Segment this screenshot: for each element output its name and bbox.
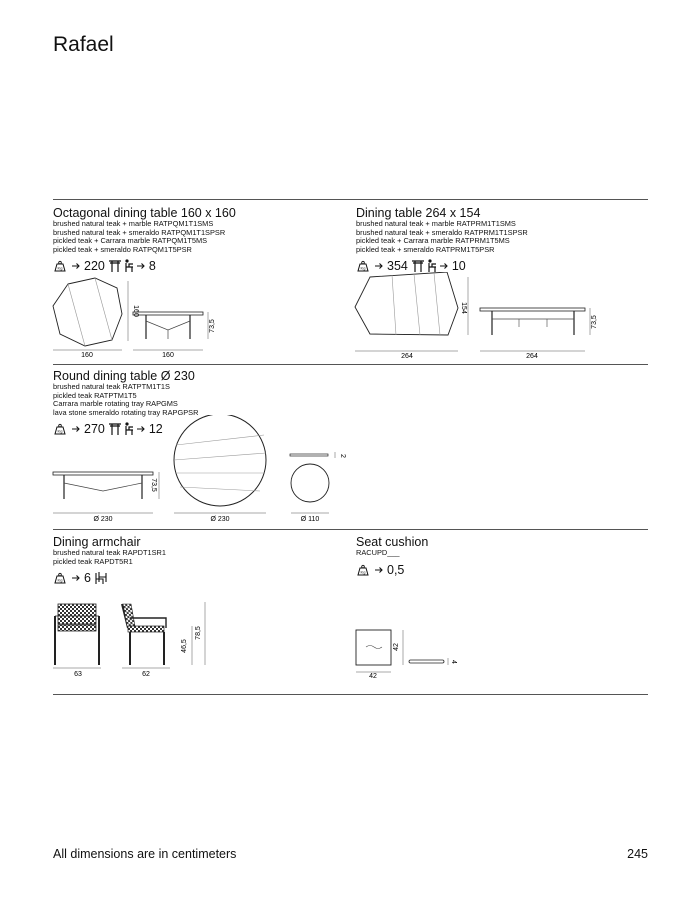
weight-icon — [356, 564, 370, 576]
arrow-icon — [136, 262, 146, 270]
product-code: pickled teak + Carrara marble RATPRM1T5MS — [356, 236, 510, 246]
product-name: Octagonal dining table 160 x 160 — [53, 206, 236, 220]
armchair-block — [53, 535, 166, 586]
product-code: brushed natural teak + smeraldo RATPQM1T1SPSR — [53, 227, 226, 237]
product-code: Carrara marble rotating tray RAPGMS — [53, 399, 178, 409]
product-code: brushed natural teak RATPTM1T1S — [53, 382, 170, 391]
page-number: 245 — [627, 847, 648, 861]
section-divider — [347, 199, 648, 200]
section-divider — [53, 529, 648, 530]
product-code: pickled teak + smeraldo RATPRM1T5PSR — [356, 244, 495, 254]
product-code: pickled teak + Carrara marble RATPQM1T5MS — [53, 236, 208, 246]
dim-label: 46,5 — [181, 639, 188, 653]
arrow-icon — [439, 262, 449, 270]
dim-label: 78,5 — [195, 626, 202, 640]
dim-label: 42 — [393, 643, 400, 651]
dim-label: Ø 230 — [93, 516, 113, 523]
dim-label: 264 — [401, 353, 413, 360]
arrow-icon — [71, 262, 81, 270]
product-name: Round dining table Ø 230 — [53, 369, 195, 383]
dim-label: 42 — [369, 673, 377, 680]
cushion-drawing — [352, 626, 462, 680]
seats-value: 8 — [148, 259, 156, 274]
rect-table-drawing — [352, 272, 607, 361]
cushion-block — [356, 535, 428, 578]
product-name: Dining armchair — [53, 535, 141, 549]
seats-value: 12 — [148, 422, 163, 437]
dim-label: 264 — [526, 353, 538, 360]
product-code: brushed natural teak + smeraldo RATPRM1T1SPSR — [356, 227, 528, 237]
footer-note: All dimensions are in centimeters — [53, 847, 237, 861]
weight-value: 270 — [84, 422, 105, 437]
dim-label: 154 — [460, 302, 467, 314]
dim-label: 2 — [339, 454, 346, 458]
armchair-drawing — [50, 598, 220, 680]
product-code: pickled teak RATPTM1T5 — [53, 390, 137, 400]
product-code: lava stone smeraldo rotating tray RAPGPSR — [53, 407, 199, 417]
dim-label: 63 — [74, 671, 82, 678]
dim-label: Ø 230 — [210, 516, 230, 523]
octagonal-table-drawing — [50, 276, 220, 361]
product-name: Dining table 264 x 154 — [356, 206, 481, 220]
product-code: brushed natural teak + marble RATPRM1T1SMS — [356, 219, 516, 228]
weight-value: 354 — [387, 259, 408, 274]
dim-label: Ø 110 — [300, 516, 320, 523]
weight-value: 220 — [84, 259, 105, 274]
dim-label: 62 — [142, 671, 150, 678]
weight-icon — [53, 260, 67, 272]
dim-label: 160 — [162, 352, 174, 359]
arrow-icon — [374, 566, 384, 574]
dim-label: 4 — [450, 660, 457, 664]
product-code: brushed natural teak RAPDT1SR1 — [53, 548, 166, 557]
product-name: Seat cushion — [356, 535, 429, 549]
product-code: pickled teak RAPDT5R1 — [53, 556, 133, 566]
rect-table-block — [356, 206, 528, 274]
weight-value: 0,5 — [387, 562, 405, 577]
arrow-icon — [374, 262, 384, 270]
dim-label: 73,5 — [209, 319, 216, 333]
product-code: pickled teak + smeraldo RATPQM1T5PSR — [53, 244, 192, 254]
weight-icon — [356, 260, 370, 272]
chair-icon — [122, 259, 136, 273]
table-chair-icon — [108, 259, 122, 273]
weight-icon — [53, 572, 67, 584]
stackable-icon — [94, 571, 110, 585]
dim-label: 160 — [132, 305, 139, 317]
seats-value: 10 — [451, 259, 466, 274]
weight-value: 6 — [84, 571, 91, 586]
product-code: RACUPD___ — [356, 548, 400, 557]
section-divider — [53, 364, 648, 365]
dim-label: 73,5 — [591, 315, 598, 329]
page-title: Rafael — [53, 33, 114, 56]
round-table-drawing — [50, 415, 355, 525]
section-divider — [53, 694, 648, 695]
product-code: brushed natural teak + marble RATPQM1T1SMS — [53, 219, 214, 228]
dim-label: 160 — [81, 352, 93, 359]
octagonal-table-block — [53, 206, 236, 274]
dim-label: 73,5 — [150, 478, 157, 492]
arrow-icon — [71, 574, 81, 582]
